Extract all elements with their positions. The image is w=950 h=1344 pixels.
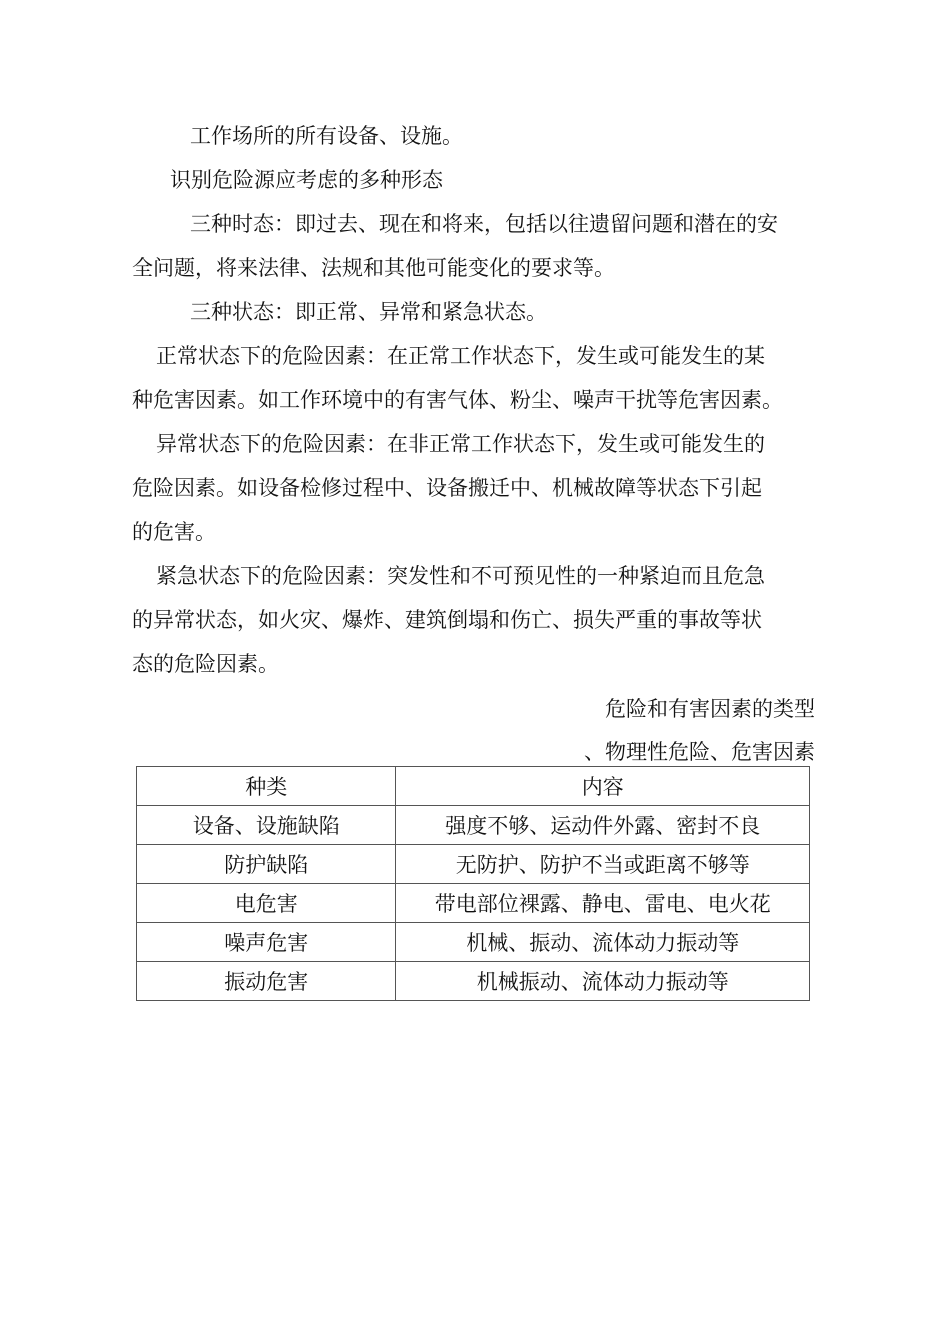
table-cell: 噪声危害 [137,923,396,962]
table-row [137,884,810,923]
table-header-row [137,767,810,806]
paragraph-line: 的危害。 [132,520,216,544]
paragraph-line: 识别危险源应考虑的多种形态 [170,168,443,192]
paragraph-line: 的异常状态，如火灾、爆炸、建筑倒塌和伤亡、损失严重的事故等状 [132,608,762,632]
paragraph-line: 三种时态：即过去、现在和将来，包括以往遗留问题和潜在的安 [190,212,778,236]
column-header: 种类 [137,767,396,806]
table-cell: 机械振动、流体动力振动等 [396,962,810,1001]
table-row [137,962,810,1001]
section-heading: 危险和有害因素的类型 [605,697,815,721]
table-cell: 无防护、防护不当或距离不够等 [396,845,810,884]
paragraph-line: 紧急状态下的危险因素：突发性和不可预见性的一种紧迫而且危急 [156,564,765,588]
table-row [137,806,810,845]
subsection-heading: 、物理性危险、危害因素 [584,740,815,764]
paragraph-line: 异常状态下的危险因素：在非正常工作状态下，发生或可能发生的 [156,432,765,456]
paragraph-line: 工作场所的所有设备、设施。 [190,124,463,148]
paragraph-line: 三种状态：即正常、异常和紧急状态。 [190,300,547,324]
paragraph-line: 正常状态下的危险因素：在正常工作状态下，发生或可能发生的某 [156,344,765,368]
table-cell: 机械、振动、流体动力振动等 [396,923,810,962]
table-cell: 振动危害 [137,962,396,1001]
paragraph-line: 危险因素。如设备检修过程中、设备搬迁中、机械故障等状态下引起 [132,476,762,500]
table-cell: 强度不够、运动件外露、密封不良 [396,806,810,845]
paragraph-line: 态的危险因素。 [132,652,279,676]
paragraph-line: 全问题，将来法律、法规和其他可能变化的要求等。 [132,256,615,280]
table-cell: 设备、设施缺陷 [137,806,396,845]
table-cell: 防护缺陷 [137,845,396,884]
table-row [137,923,810,962]
table-row [137,845,810,884]
column-header: 内容 [396,767,810,806]
hazard-table [136,766,810,1001]
paragraph-line: 种危害因素。如工作环境中的有害气体、粉尘、噪声干扰等危害因素。 [132,388,783,412]
table-cell: 电危害 [137,884,396,923]
table-cell: 带电部位裸露、静电、雷电、电火花 [396,884,810,923]
